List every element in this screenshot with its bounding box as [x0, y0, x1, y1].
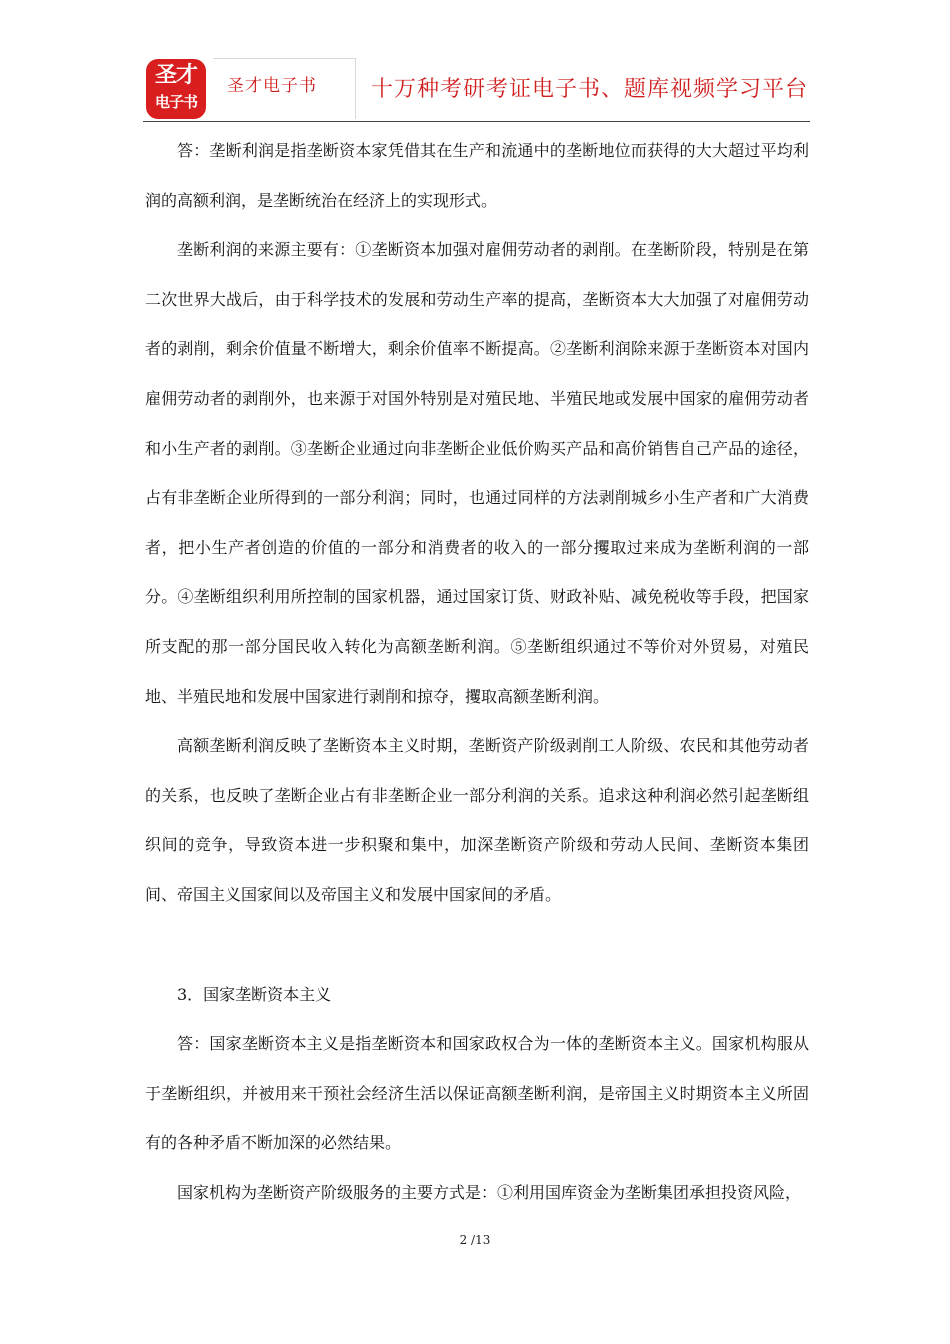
logo-text-top: 圣才: [154, 63, 197, 88]
header-slogan: 十万种考研考证电子书、题库视频学习平台: [371, 77, 809, 102]
paragraph-profit-significance: 高额垄断利润反映了垄断资本主义时期，垄断资产阶级剥削工人阶级、农民和其他劳动者的关系，也反映了垄断企业占有非垄断企业一部分利润的关系。追求这种利润必然引起垄断组织间的竞争，导致资本进一步积聚和集中，加深垄断资产阶级和劳动人民间、垄断资本集团间、帝国主义国家间以及帝国主义和发展中国家间的矛盾。: [145, 736, 809, 904]
logo-text-bottom: 电子书: [154, 93, 197, 111]
paragraph-state-monopoly-definition: 答：国家垄断资本主义是指垄断资本和国家政权合为一体的垄断资本主义。国家机构服从于垄断组织，并被用来干预社会经济生活以保证高额垄断利润，是帝国主义时期资本主义所固有的各种矛盾不断加深的必然结果。: [145, 1034, 809, 1153]
section-heading: 3．国家垄断资本主义: [177, 984, 332, 1004]
brand-name: 圣才电子书: [227, 76, 317, 96]
brand-logo: [146, 59, 206, 119]
paragraph-state-service-methods: 国家机构为垄断资产阶级服务的主要方式是：①利用国库资金为垄断集团承担投资风险，: [177, 1182, 802, 1202]
brand-name-box: [213, 58, 356, 119]
paragraph-profit-sources: 垄断利润的来源主要有：①垄断资本加强对雇佣劳动者的剥削。在垄断阶段，特别是在第二次世界大战后，由于科学技术的发展和劳动生产率的提高，垄断资本大大加强了对雇佣劳动者的剥削，剩余价值量不断增大，剩余价值率不断提高。②垄断利润除来源于垄断资本对国内雇佣劳动者的剥削外，也来源于对国外特别是对殖民地、半殖民地或发展中国家的雇佣劳动者和小生产者的剥削。③垄断企业通过向非垄断企业低价购买产品和高价销售自己产品的途径，占有非垄断企业所得到的一部分利润；同时，也通过同样的方法剥削城乡小生产者和广大消费者，把小生产者创造的价值的一部分和消费者的收入的一部分攫取过来成为垄断利润的一部分。④垄断组织利用所控制的国家机器，通过国家订货、财政补贴、减免税收等手段，把国家所支配的那一部分国民收入转化为高额垄断利润。⑤垄断组织通过不等价对外贸易，对殖民地、半殖民地和发展中国家进行剥削和掠夺，攫取高额垄断利润。: [145, 240, 809, 706]
paragraph-answer-definition: 答：垄断利润是指垄断资本家凭借其在生产和流通中的垄断地位而获得的大大超过平均利润的高额利润，是垄断统治在经济上的实现形式。: [145, 141, 809, 210]
page-header: [143, 56, 810, 122]
section-spacer: [145, 920, 809, 970]
document-body: [145, 126, 809, 1217]
page-number: 2 /13: [459, 1233, 491, 1247]
header-divider: [143, 121, 810, 122]
